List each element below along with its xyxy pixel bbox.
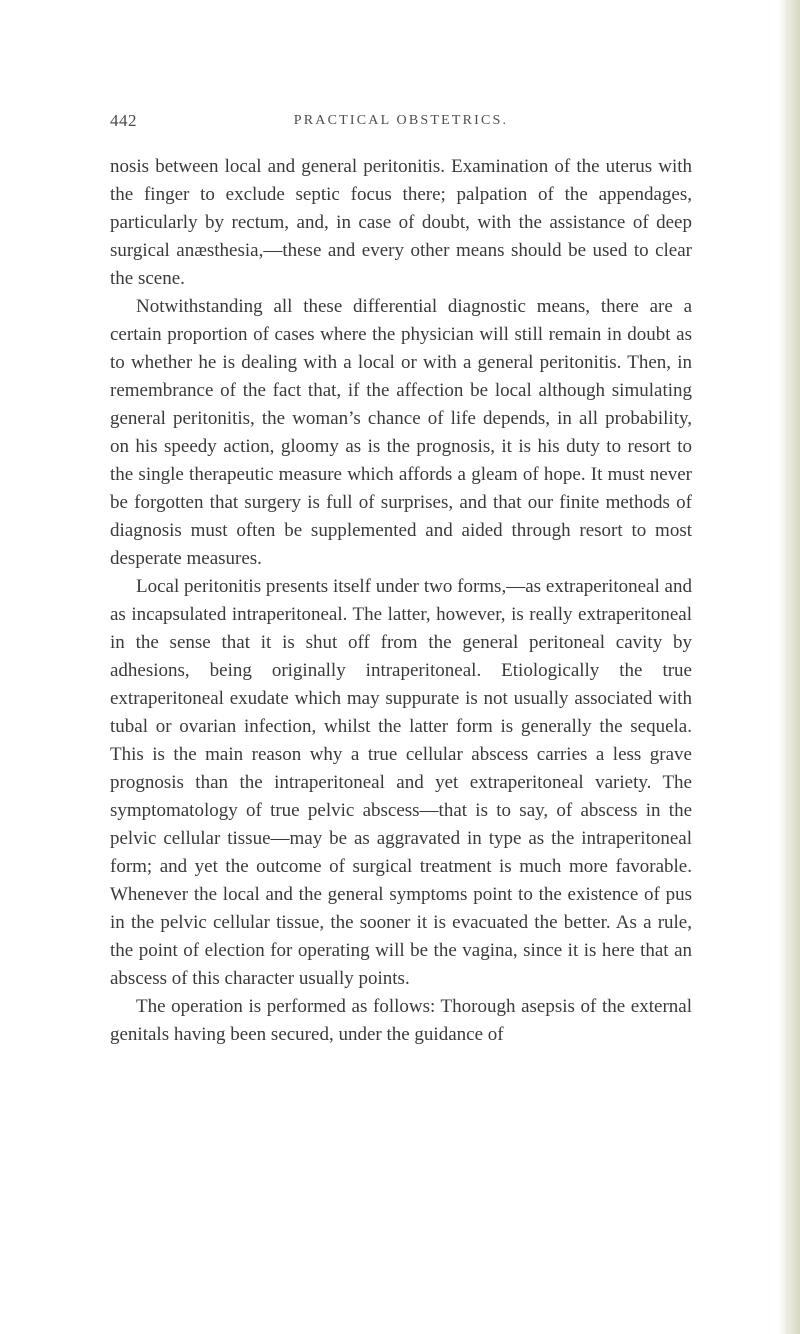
page-number: 442	[110, 111, 137, 130]
paragraph: Local peritonitis presents itself under two forms,—as extraperitoneal and as incapsulated intraperitoneal. The latter, however, is really extraperitoneal in the sense that it is shut off from the general peritoneal cavity by adhesions, being originally intraperitoneal. Etiologically the true extraperitoneal exudate which may suppurate is not usually associated with tubal or ovarian infection, whilst the latter form is generally the sequela. This is the main reason why a true cellular abscess carries a less grave prognosis than the intraperitoneal and yet extraperitoneal variety. The symptomatology of true pelvic abscess—that is to say, of abscess in the pelvic cellular tissue—may be as aggravated in type as the intraperitoneal form; and yet the outcome of surgical treatment is much more favorable. Whenever the local and the general symptoms point to the existence of pus in the pelvic cellular tissue, the sooner it is evacuated the better. As a rule, the point of election for operating will be the vagina, since it is here that an abscess of this character usually points.	[110, 576, 692, 989]
running-title: PRACTICAL OBSTETRICS.	[293, 113, 509, 128]
paragraph: nosis between local and general peritonitis. Examination of the uterus with the finger to exclude septic focus there; palpation of the appendages, particularly by rectum, and, in case of doubt, with the assistance of deep surgical anæsthesia,—these and every other means should be used to clear the scene.	[110, 156, 692, 289]
page-edge	[778, 0, 800, 1334]
page-header	[110, 111, 692, 139]
paragraph: Notwithstanding all these differential diagnostic means, there are a certain proportion of cases where the physician will still remain in doubt as to whether he is dealing with a local or with a general peritonitis. Then, in remembrance of the fact that, if the affection be local although simulating general peritonitis, the woman’s chance of life depends, in all probability, on his speedy action, gloomy as is the prognosis, it is his duty to resort to the single therapeutic measure which affords a gleam of hope. It must never be forgotten that surgery is full of surprises, and that our finite methods of diagnosis must often be supplemented and aided through resort to most desperate measures.	[110, 296, 692, 569]
paragraph: The operation is performed as follows: Thorough asepsis of the external genitals having been secured, under the guidance of	[110, 996, 692, 1045]
body-text	[110, 153, 692, 1049]
